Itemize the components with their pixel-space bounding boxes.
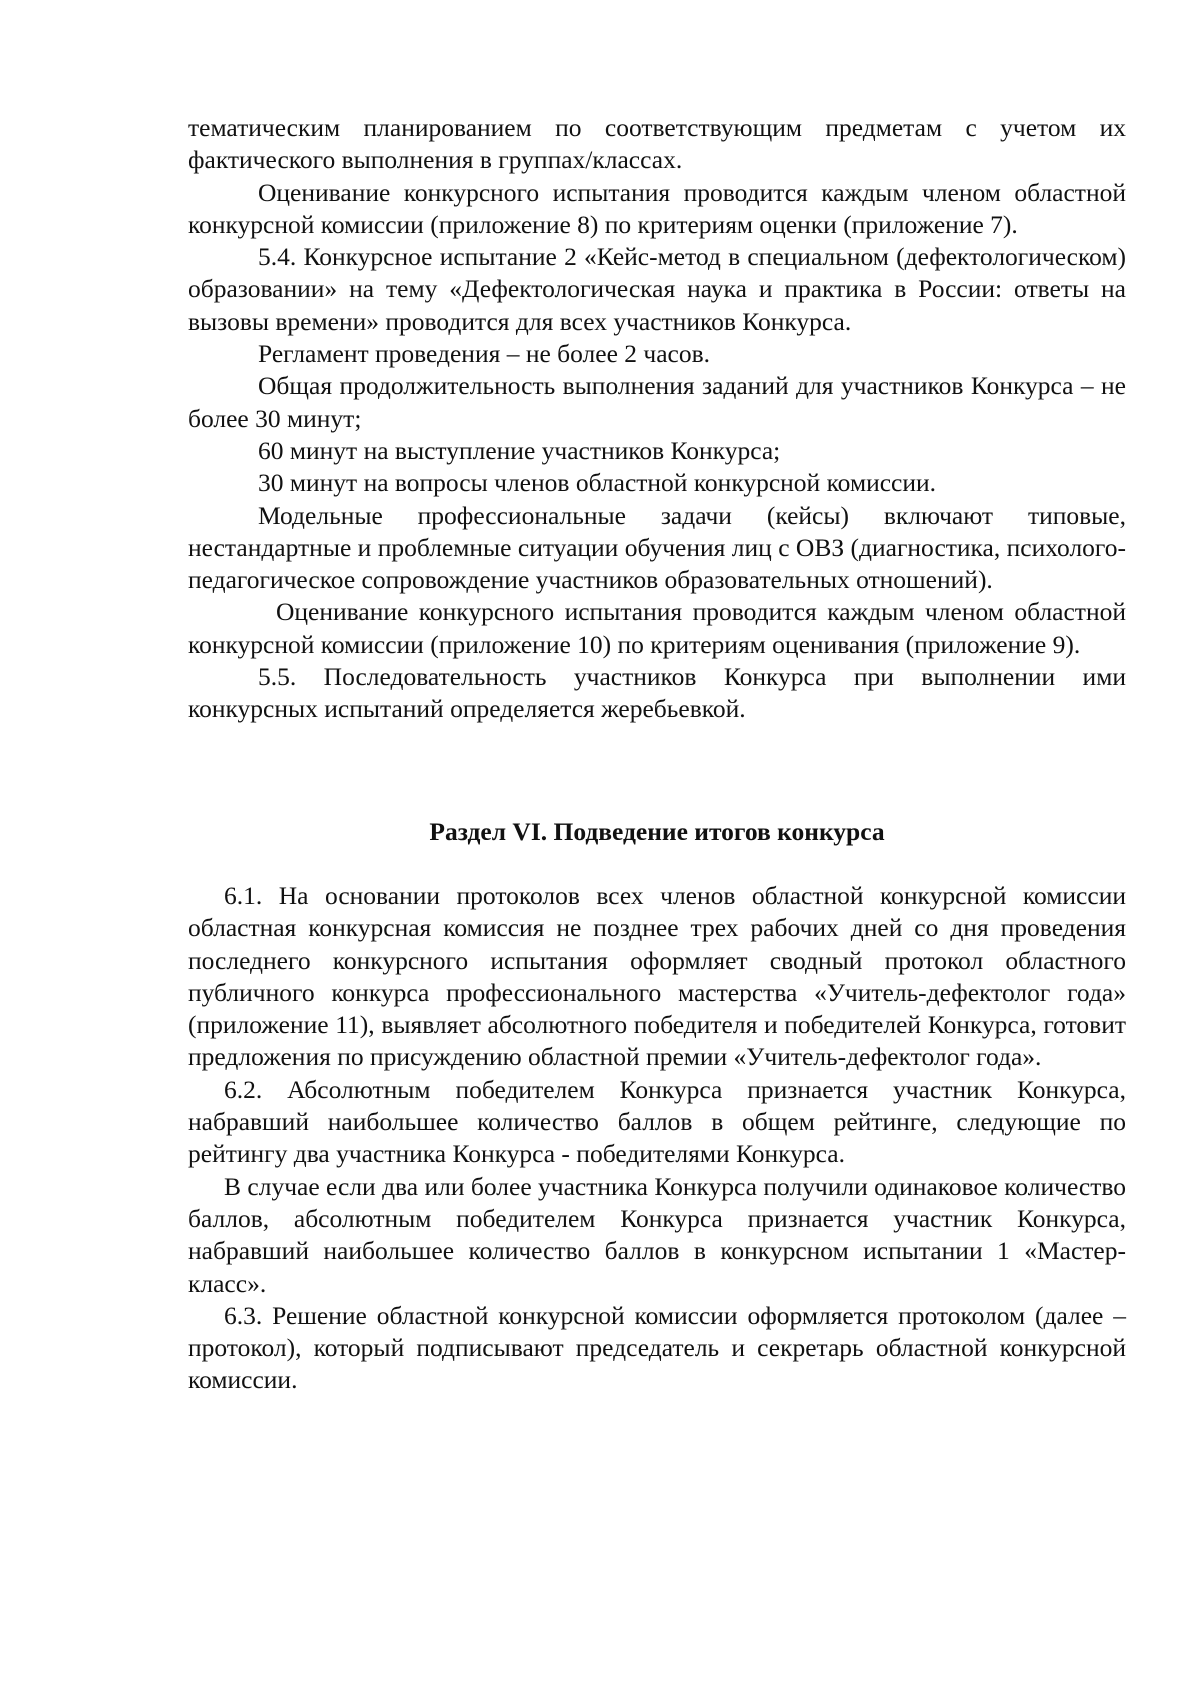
spacer	[188, 726, 1126, 816]
paragraph-30-minutes: 30 минут на вопросы членов областной конкурсной комиссии.	[258, 468, 937, 498]
paragraph-6-1: 6.1. На основании протоколов всех членов областной конкурсной комиссии областная конкурсная комиссия не позднее трех рабочих дней со дня проведения последнего конкурсного испытания оформляет сводный протокол областного публичного конкурса профессионального мастерства «Учитель-дефектолог года» (приложение 11), выявляет абсолютного победителя и победителей Конкурса, готовит предложения по присуждению областной премии «Учитель-дефектолог года».	[188, 880, 1126, 1072]
section-heading: Раздел VI. Подведение итогов конкурса	[429, 816, 885, 846]
paragraph-6-3: 6.3. Решение областной конкурсной комиссии оформляется протоколом (далее – протокол), который подписывают председатель и секретарь областной конкурсной комиссии.	[188, 1300, 1126, 1395]
paragraph-5-5: 5.5. Последовательность участников Конкурса при выполнении ими конкурсных испытаний определяется жеребьевкой.	[188, 662, 1126, 724]
paragraph-evaluation-appendix-10: Оценивание конкурсного испытания проводится каждым членом областной конкурсной комиссии (приложение 10) по критериям оценивания (приложение 9).	[188, 597, 1126, 659]
document-page	[188, 112, 1126, 1397]
spacer	[188, 848, 1126, 880]
paragraph-regulation: Регламент проведения – не более 2 часов.	[258, 339, 711, 369]
paragraph-tie-rule: В случае если два или более участника Конкурса получили одинаковое количество баллов, абсолютным победителем Конкурса признается участник Конкурса, набравший наибольшее количество баллов в конкурсном испытании 1 «Мастер-класс».	[188, 1171, 1126, 1298]
paragraph-evaluation-appendix-8: Оценивание конкурсного испытания проводится каждым членом областной конкурсной комиссии (приложение 8) по критериям оценки (приложение 7).	[188, 177, 1126, 239]
paragraph-5-4: 5.4. Конкурсное испытание 2 «Кейс-метод в специальном (дефектологическом) образовании» на тему «Дефектологическая наука и практика в России: ответы на вызовы времени» проводится для всех участников Конкурса.	[188, 242, 1126, 336]
paragraph-continuation: тематическим планированием по соответствующим предметам с учетом их фактического выполнения в группах/классах.	[188, 113, 1126, 175]
paragraph-6-2: 6.2. Абсолютным победителем Конкурса признается участник Конкурса, набравший наибольшее количество баллов в общем рейтинге, следующие по рейтингу два участника Конкурса - победителями Конкурса.	[188, 1074, 1126, 1169]
paragraph-model-tasks: Модельные профессиональные задачи (кейсы) включают типовые, нестандартные и проблемные ситуации обучения лиц с ОВЗ (диагностика, психолого-педагогическое сопровождение участников образовательных отношений).	[188, 500, 1126, 595]
paragraph-total-duration: Общая продолжительность выполнения заданий для участников Конкурса – не более 30 минут;	[188, 371, 1126, 433]
paragraph-60-minutes: 60 минут на выступление участников Конкурса;	[258, 435, 781, 465]
